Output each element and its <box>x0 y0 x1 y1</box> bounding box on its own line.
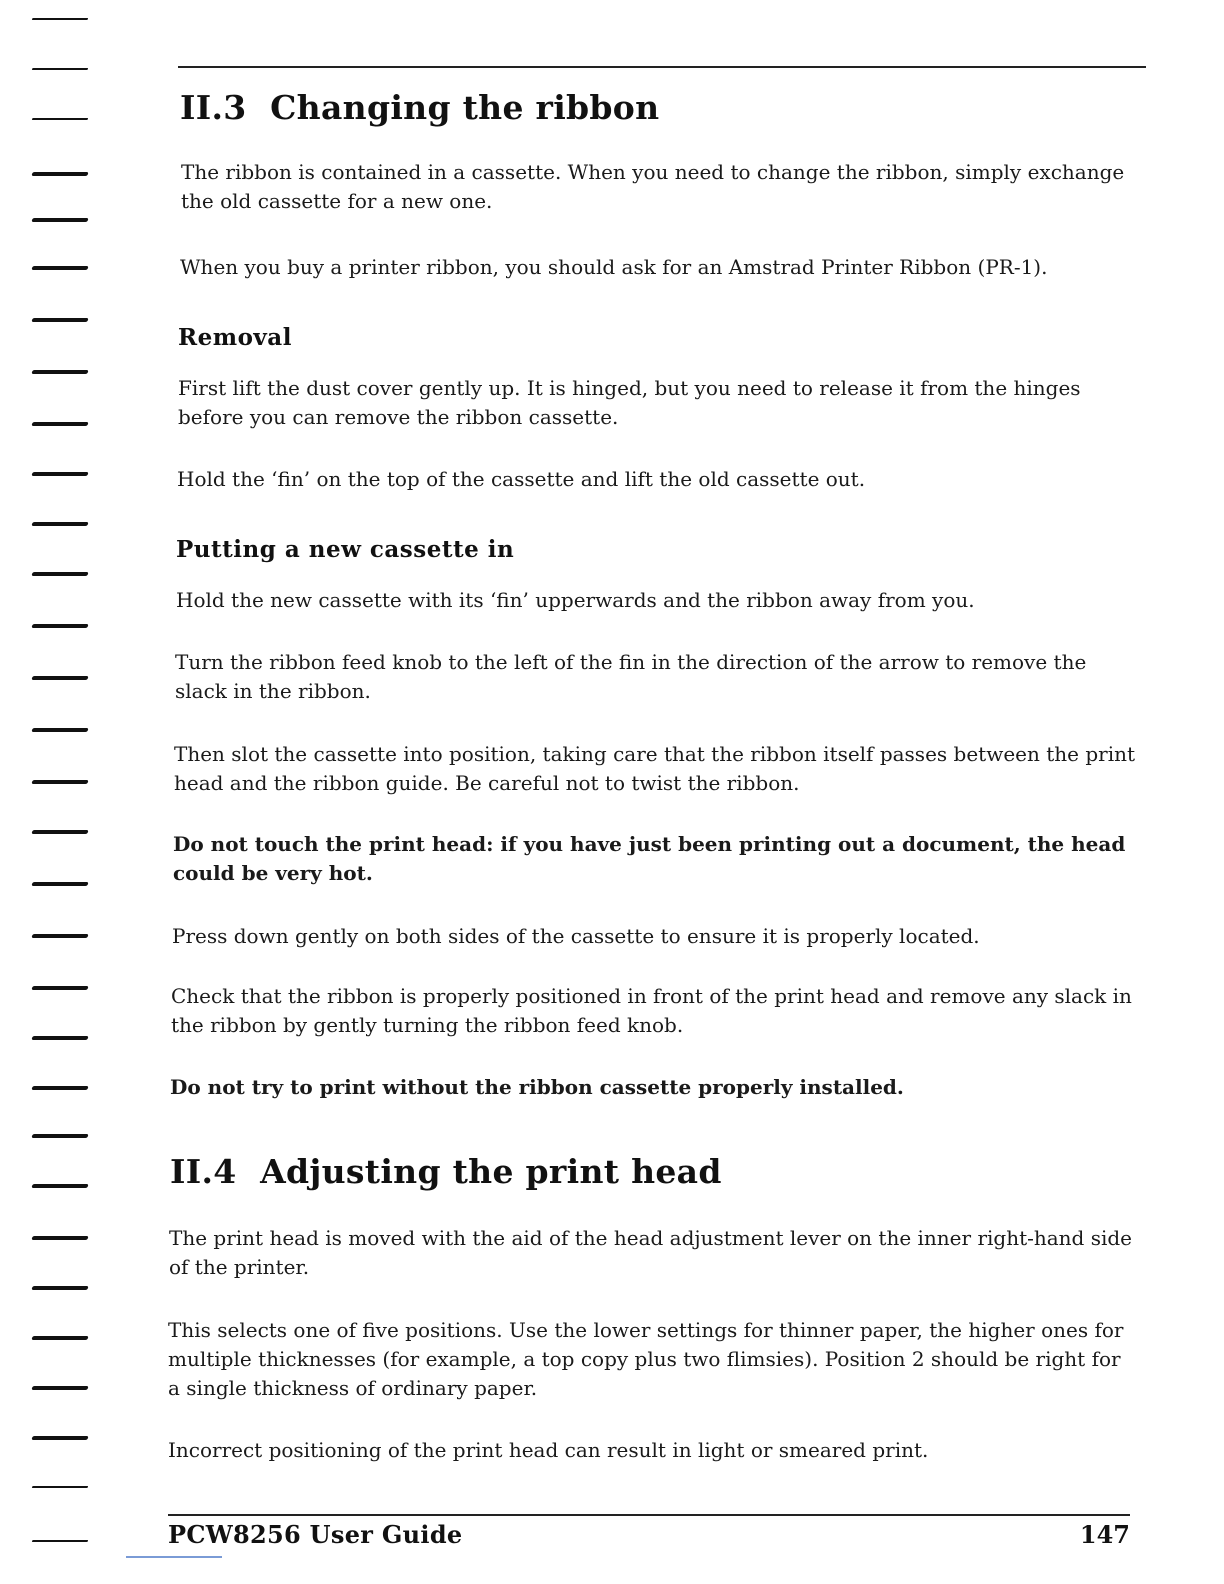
binding-marks <box>26 0 96 1584</box>
top-rule <box>178 66 1146 68</box>
warning-paragraph: Do not touch the print head: if you have just been printing out a document, the head could be very hot. <box>173 832 1126 885</box>
binding-mark <box>31 934 88 938</box>
binding-mark <box>31 266 88 270</box>
paragraph: Hold the ‘fin’ on the top of the cassette and lift the old cassette out. <box>177 467 866 491</box>
binding-mark <box>31 676 88 680</box>
binding-mark <box>32 1486 89 1488</box>
binding-mark <box>31 1184 88 1188</box>
section-heading-print-head <box>170 1152 722 1191</box>
subheading-new-cassette: Putting a new cassette in <box>176 536 515 563</box>
binding-mark <box>31 830 88 834</box>
paragraph: Press down gently on both sides of the cassette to ensure it is properly located. <box>172 924 980 948</box>
binding-mark <box>32 1540 89 1542</box>
binding-mark <box>31 986 88 990</box>
binding-mark <box>31 780 88 784</box>
paragraph: Turn the ribbon feed knob to the left of the fin in the direction of the arrow to remove the slack in the ribbon. <box>175 650 1087 703</box>
binding-mark <box>31 172 88 176</box>
binding-mark <box>31 1036 88 1040</box>
binding-mark <box>31 1286 88 1290</box>
page-number: 147 <box>1079 1520 1130 1549</box>
binding-mark <box>32 68 89 70</box>
binding-mark <box>31 218 88 222</box>
footer-title: PCW8256 User Guide <box>168 1520 463 1549</box>
paragraph: First lift the dust cover gently up. It is hinged, but you need to release it from the hinges before you can remove the ribbon cassette. <box>178 376 1081 429</box>
binding-mark <box>31 1436 88 1440</box>
section-heading-ribbon <box>180 88 659 127</box>
binding-mark <box>32 18 89 20</box>
paragraph: Incorrect positioning of the print head can result in light or smeared print. <box>168 1438 929 1462</box>
binding-mark <box>31 882 88 886</box>
section-title: Adjusting the print head <box>260 1152 722 1191</box>
paragraph: The print head is moved with the aid of the head adjustment lever on the inner right-hand side of the printer. <box>169 1226 1133 1279</box>
subheading-removal: Removal <box>178 324 292 351</box>
binding-mark <box>31 1386 88 1390</box>
paragraph: Hold the new cassette with its ‘fin’ upperwards and the ribbon away from you. <box>176 588 975 612</box>
binding-mark <box>31 318 88 322</box>
footer-rule <box>168 1514 1130 1516</box>
paragraph: Check that the ribbon is properly positioned in front of the print head and remove any slack in the ribbon by gently turning the ribbon feed knob. <box>171 984 1132 1037</box>
binding-mark <box>31 522 88 526</box>
paragraph: This selects one of five positions. Use the lower settings for thinner paper, the higher ones for multiple thicknesses (for example, a top copy plus two flimsies). Position 2 should be right for a single thickness of ordinary paper. <box>168 1318 1124 1400</box>
paragraph: Then slot the cassette into position, taking care that the ribbon itself passes between the print head and the ribbon guide. Be careful not to twist the ribbon. <box>174 742 1136 795</box>
section-title: Changing the ribbon <box>270 88 660 127</box>
binding-mark <box>31 624 88 628</box>
warning-paragraph: Do not try to print without the ribbon cassette properly installed. <box>170 1075 904 1099</box>
binding-mark <box>31 1336 88 1340</box>
paragraph: When you buy a printer ribbon, you should ask for an Amstrad Printer Ribbon (PR-1). <box>180 255 1048 279</box>
binding-mark <box>31 422 88 426</box>
binding-mark <box>31 472 88 476</box>
section-number: II.3 <box>180 88 247 127</box>
scan-edge-line <box>126 1556 222 1558</box>
binding-mark <box>31 1134 88 1138</box>
binding-mark <box>31 728 88 732</box>
binding-mark <box>31 370 88 374</box>
binding-mark <box>31 572 88 576</box>
binding-mark <box>31 1236 88 1240</box>
binding-mark <box>32 118 89 120</box>
binding-mark <box>31 1086 88 1090</box>
paragraph: The ribbon is contained in a cassette. When you need to change the ribbon, simply exchange the old cassette for a new one. <box>181 160 1125 213</box>
section-number: II.4 <box>170 1152 237 1191</box>
